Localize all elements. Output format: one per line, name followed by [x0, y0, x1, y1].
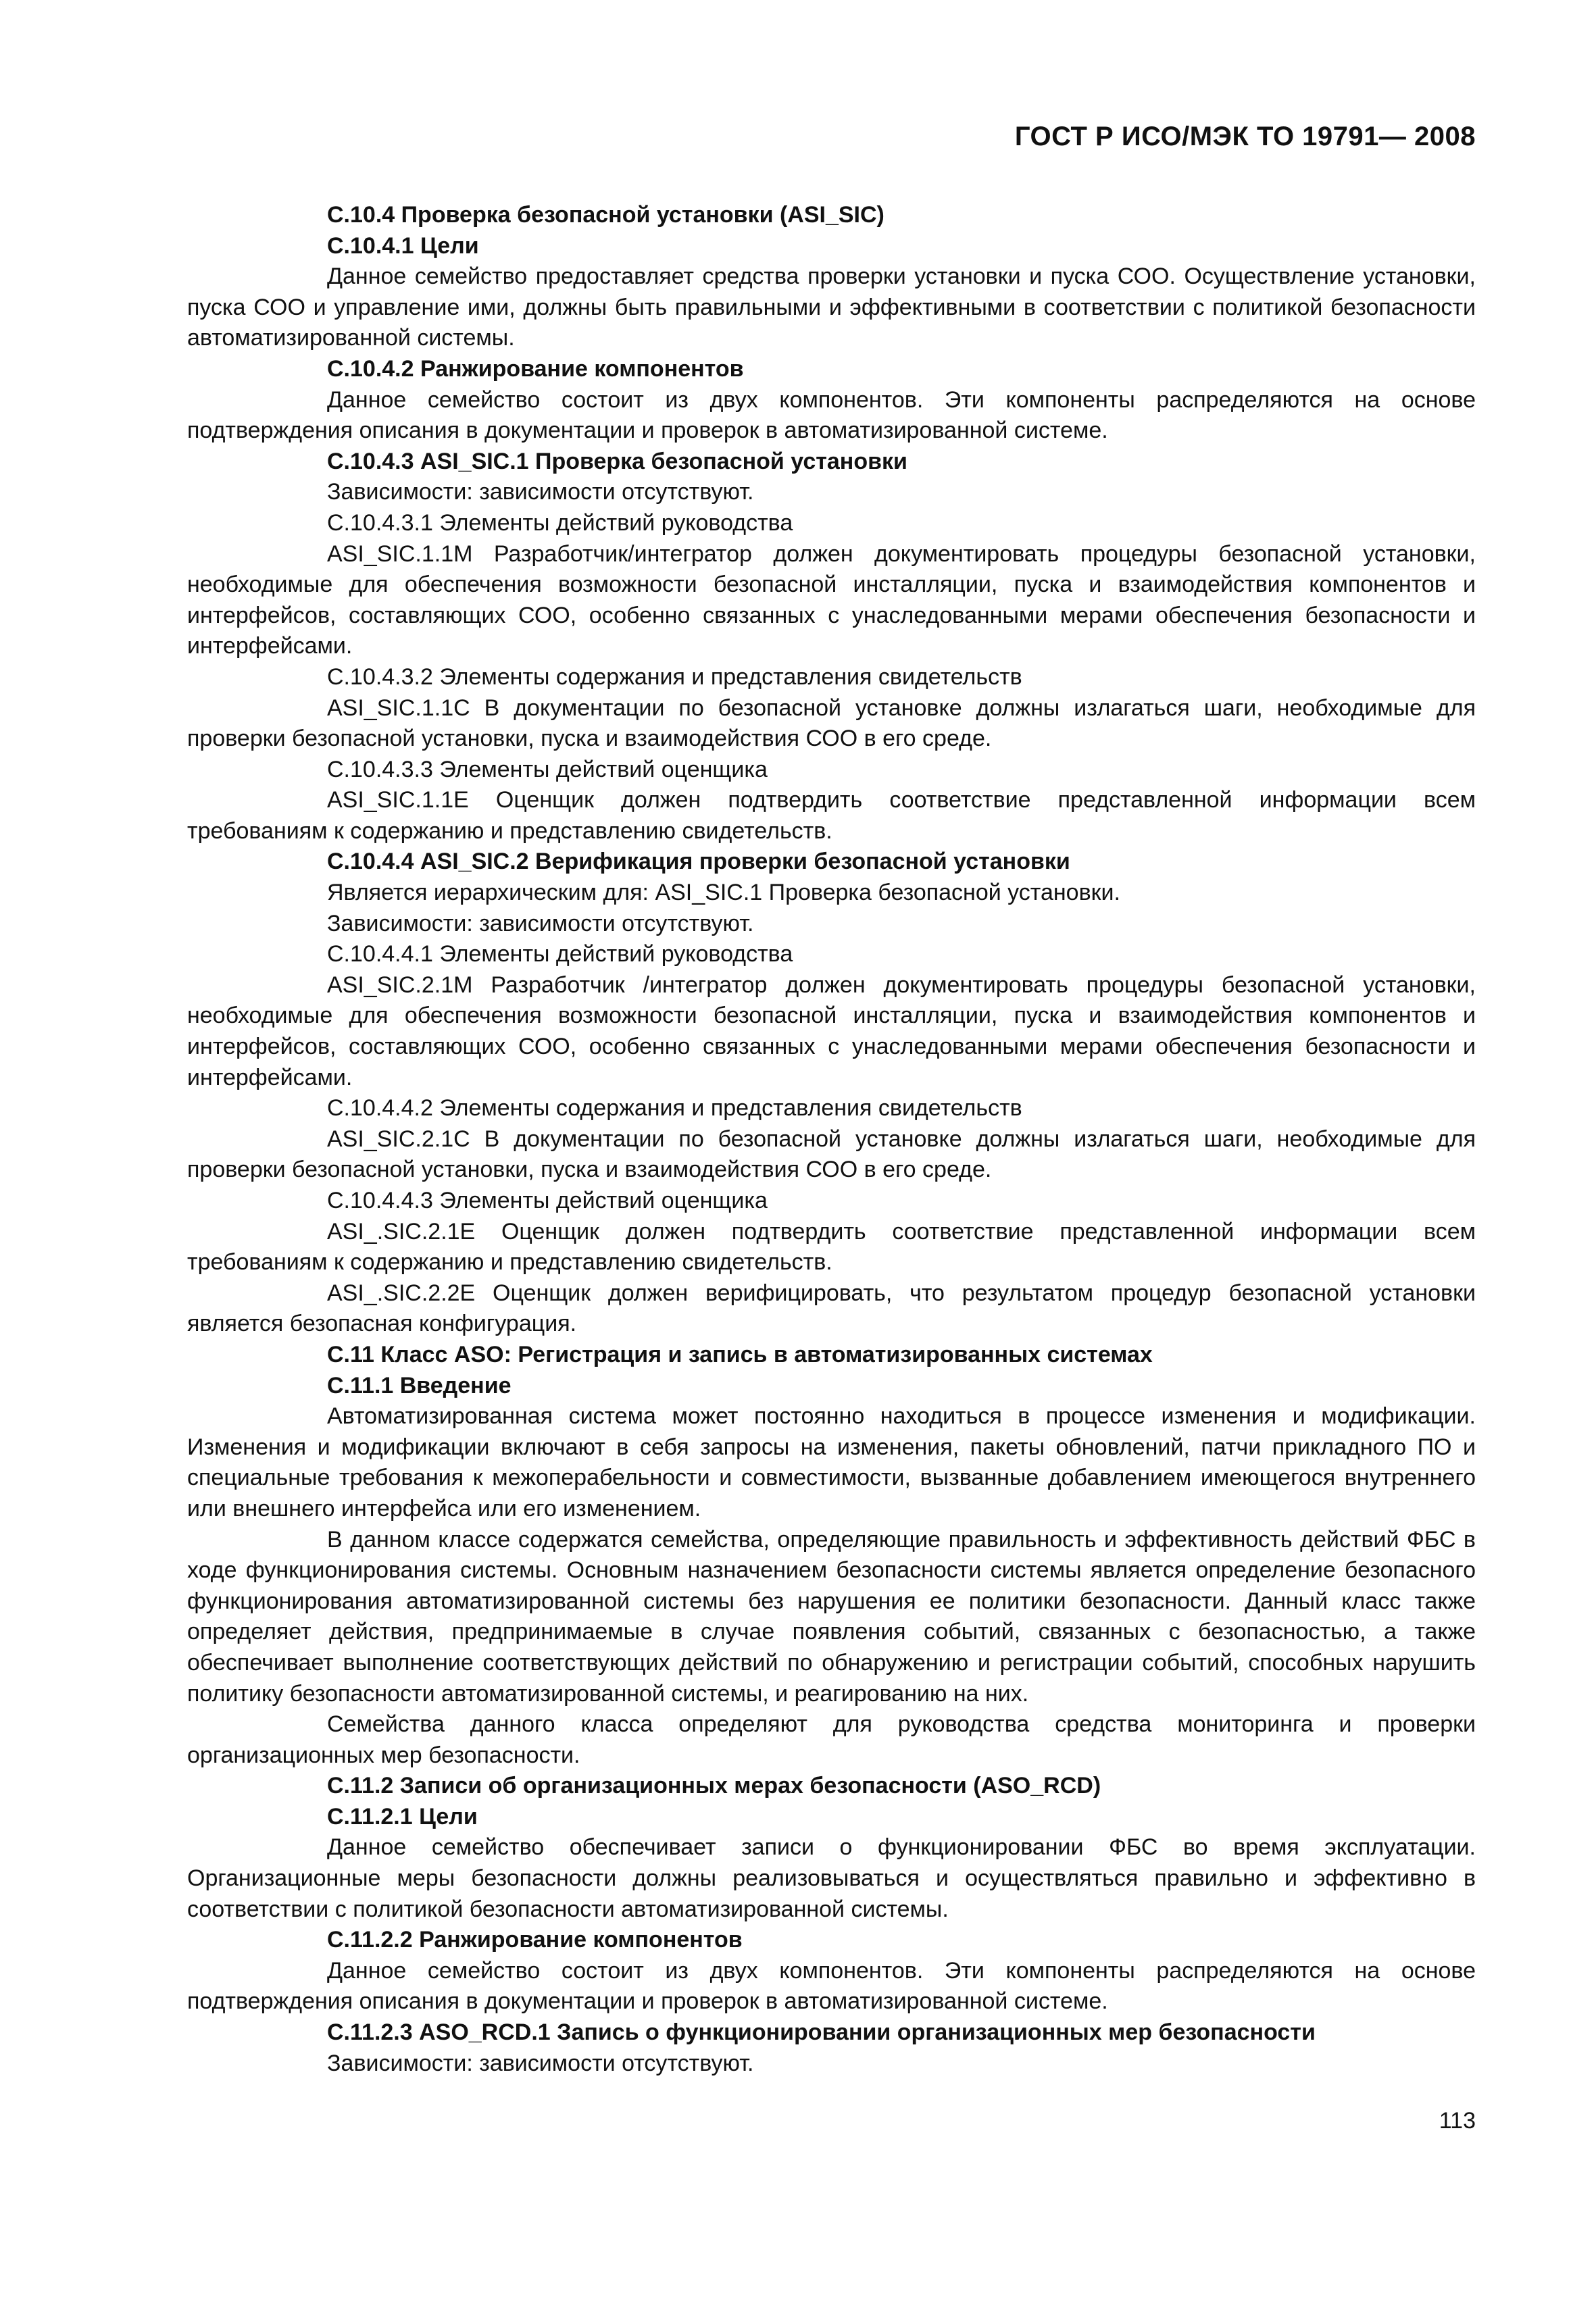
paragraph: С.10.4.4.3 Элементы действий оценщика: [327, 1188, 768, 1213]
section-heading: С.11.2 Записи об организационных мерах безопасности (ASO_RCD): [327, 1773, 1101, 1799]
paragraph: Данное семейство состоит из двух компонентов. Эти компоненты распределяются на основе подтверждения описания в документации и проверок в автоматизированной системе.: [187, 1957, 1476, 2015]
paragraph: Данное семейство обеспечивает записи о функционировании ФБС во время эксплуатации. Организационные меры безопасности должны реализовываться и осуществляться правильно и эффективно в соответствии с политикой безопасности автоматизированной системы.: [187, 1834, 1476, 1922]
paragraph: ASI_SIC.1.1M Разработчик/интегратор должен документировать процедуры безопасной установки, необходимые для обеспечения возможности безопасной инсталляции, пуска и взаимодействия компонентов и интерфейсов, составляющих СОО, особенно связанных с унаследованными мерами обеспечения безопасности и интерфейсами.: [187, 540, 1476, 659]
section-heading: С.10.4 Проверка безопасной установки (ASI_SIC): [327, 202, 884, 228]
paragraph: Зависимости: зависимости отсутствуют.: [327, 910, 754, 936]
paragraph: Данное семейство предоставляет средства проверки установки и пуска СОО. Осуществление установки, пуска СОО и управление ими, должны быть правильными и эффективными в соответствии с политикой безопасности автоматизированной системы.: [187, 263, 1476, 351]
paragraph: Семейства данного класса определяют для руководства средства мониторинга и проверки организационных мер безопасности.: [187, 1711, 1476, 1768]
paragraph: Автоматизированная система может постоянно находиться в процессе изменения и модификации. Изменения и модификации включают в себя запросы на изменения, пакеты обновлений, патчи прикладного ПО и специальные требования к межоперабельности и совместимости, вызванные добавлением имеющегося внутреннего или внешнего интерфейса или его изменением.: [187, 1403, 1476, 1521]
paragraph: Данное семейство состоит из двух компонентов. Эти компоненты распределяются на основе подтверждения описания в документации и проверок в автоматизированной системе.: [187, 386, 1476, 444]
paragraph: С.10.4.4.2 Элементы содержания и представления свидетельств: [327, 1095, 1022, 1122]
paragraph: В данном классе содержатся семейства, определяющие правильность и эффективность действий ФБС в ходе функционирования системы. Основным назначением безопасности системы является определение безопасного функционирования автоматизированной системы без нарушения ее политики безопасности. Данный класс также определяет действия, предпринимаемые в случае появления событий, связанных с безопасностью, а также обеспечивает выполнение соответствующих действий по обнаружению и регистрации событий, способных нарушить политику безопасности автоматизированной системы, и реагированию на них.: [187, 1526, 1476, 1707]
paragraph: ASI_SIC.1.1E Оценщик должен подтвердить соответствие представленной информации всем требованиям к содержанию и представлению свидетельств.: [187, 787, 1476, 844]
section-heading: С.11.2.1 Цели: [327, 1803, 478, 1830]
section-heading: С.10.4.4 ASI_SIC.2 Верификация проверки безопасной установки: [327, 849, 1070, 875]
document-header: ГОСТ Р ИСО/МЭК ТО 19791— 2008: [1014, 122, 1476, 151]
paragraph: С.10.4.3.3 Элементы действий оценщика: [327, 756, 768, 782]
section-heading: С.11.2.2 Ранжирование компонентов: [327, 1927, 743, 1953]
section-heading: С.11.2.3 ASO_RCD.1 Запись о функционировании организационных мер безопасности: [327, 2019, 1316, 2046]
paragraph: Зависимости: зависимости отсутствуют.: [327, 2050, 754, 2076]
paragraph: ASI_.SIC.2.1E Оценщик должен подтвердить соответствие представленной информации всем требованиям к содержанию и представлению свидетельств.: [187, 1218, 1476, 1276]
section-heading: С.10.4.2 Ранжирование компонентов: [327, 355, 744, 382]
section-heading: С.10.4.3 ASI_SIC.1 Проверка безопасной установки: [327, 448, 907, 474]
paragraph: ASI_SIC.2.1C В документации по безопасной установке должны излагаться шаги, необходимые для проверки безопасной установки, пуска и взаимодействия СОО в его среде.: [187, 1126, 1476, 1183]
page-number: 113: [1439, 2108, 1476, 2134]
section-heading: С.11 Класс ASO: Регистрация и запись в автоматизированных системах: [327, 1341, 1153, 1367]
paragraph: С.10.4.3.1 Элементы действий руководства: [327, 509, 793, 536]
paragraph: ASI_.SIC.2.2E Оценщик должен верифицировать, что результатом процедур безопасной установки является безопасная конфигурация.: [187, 1280, 1476, 1337]
paragraph: С.10.4.3.2 Элементы содержания и представления свидетельств: [327, 663, 1022, 690]
paragraph: ASI_SIC.2.1M Разработчик /интегратор должен документировать процедуры безопасной установки, необходимые для обеспечения возможности безопасной инсталляции, пуска и взаимодействия компонентов и интерфейсов, составляющих СОО, особенно связанных с унаследованными мерами обеспечения безопасности и интерфейсами.: [187, 972, 1476, 1090]
section-heading: С.11.1 Введение: [327, 1372, 512, 1399]
page-body: [187, 200, 1476, 2079]
section-heading: С.10.4.1 Цели: [327, 232, 479, 259]
paragraph: Является иерархическим для: ASI_SIC.1 Проверка безопасной установки.: [327, 880, 1120, 906]
paragraph: С.10.4.4.1 Элементы действий руководства: [327, 941, 793, 967]
paragraph: ASI_SIC.1.1C В документации по безопасной установке должны излагаться шаги, необходимые для проверки безопасной установки, пуска и взаимодействия СОО в его среде.: [187, 695, 1476, 752]
paragraph: Зависимости: зависимости отсутствуют.: [327, 479, 754, 505]
